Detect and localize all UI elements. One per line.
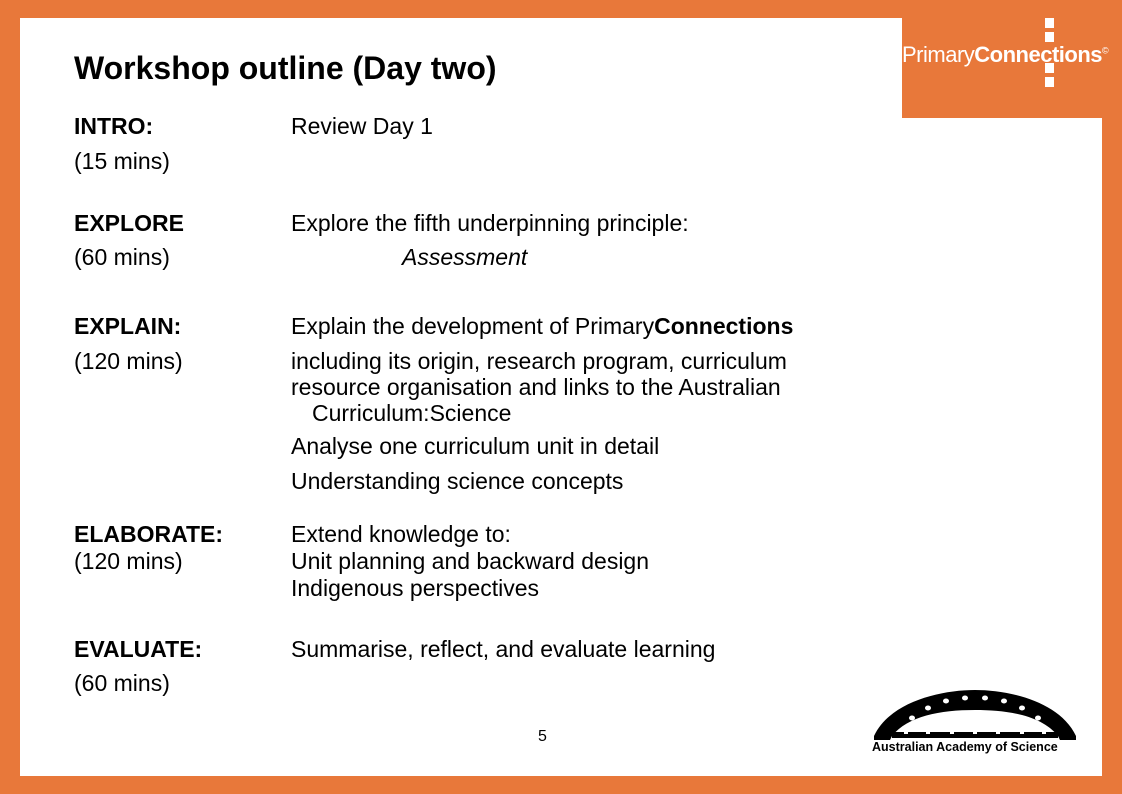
explain-label: EXPLAIN: (74, 313, 182, 339)
elaborate-duration: (120 mins) (74, 548, 183, 574)
page-number: 5 (538, 728, 547, 745)
intro-duration: (15 mins) (74, 148, 170, 174)
explore-line: Explore the fifth underpinning principle: (291, 210, 689, 236)
logo-text (902, 42, 1108, 68)
page-title: Workshop outline (Day two) (74, 50, 497, 86)
logo-primary: Primary (902, 42, 975, 67)
intro-label: INTRO: (74, 113, 154, 139)
explore-duration: (60 mins) (74, 244, 170, 270)
explain-line3: resource organisation and links to the Australian (291, 374, 781, 400)
explain-line6: Understanding science concepts (291, 468, 624, 494)
explain-line4: Curriculum:Science (312, 400, 512, 426)
academy-logo-text: Australian Academy of Science (872, 740, 1058, 754)
elaborate-label: ELABORATE: (74, 521, 224, 547)
primary-connections-logo (902, 18, 1109, 118)
explain-line1-prefix: Explain the development of Primary (291, 313, 655, 339)
explain-line1 (291, 313, 793, 340)
elaborate-line1: Extend knowledge to: (291, 521, 511, 547)
explore-label: EXPLORE (74, 210, 184, 236)
logo-copyright: © (1102, 45, 1109, 56)
evaluate-label: EVALUATE: (74, 636, 203, 662)
explain-line2: including its origin, research program, curriculum (291, 348, 787, 374)
explain-duration: (120 mins) (74, 348, 183, 374)
explain-line5: Analyse one curriculum unit in detail (291, 433, 660, 459)
elaborate-line2: Unit planning and backward design (291, 548, 650, 574)
intro-line: Review Day 1 (291, 113, 433, 139)
explore-italic: Assessment (402, 244, 528, 270)
logo-connections: Connections (974, 42, 1103, 67)
evaluate-duration: (60 mins) (74, 670, 170, 696)
elaborate-line3: Indigenous perspectives (291, 575, 540, 601)
slide (20, 18, 1109, 776)
evaluate-line1: Summarise, reflect, and evaluate learning (291, 636, 716, 662)
explain-line1-bold: Connections (654, 313, 794, 339)
academy-dome-icon (870, 688, 1080, 768)
